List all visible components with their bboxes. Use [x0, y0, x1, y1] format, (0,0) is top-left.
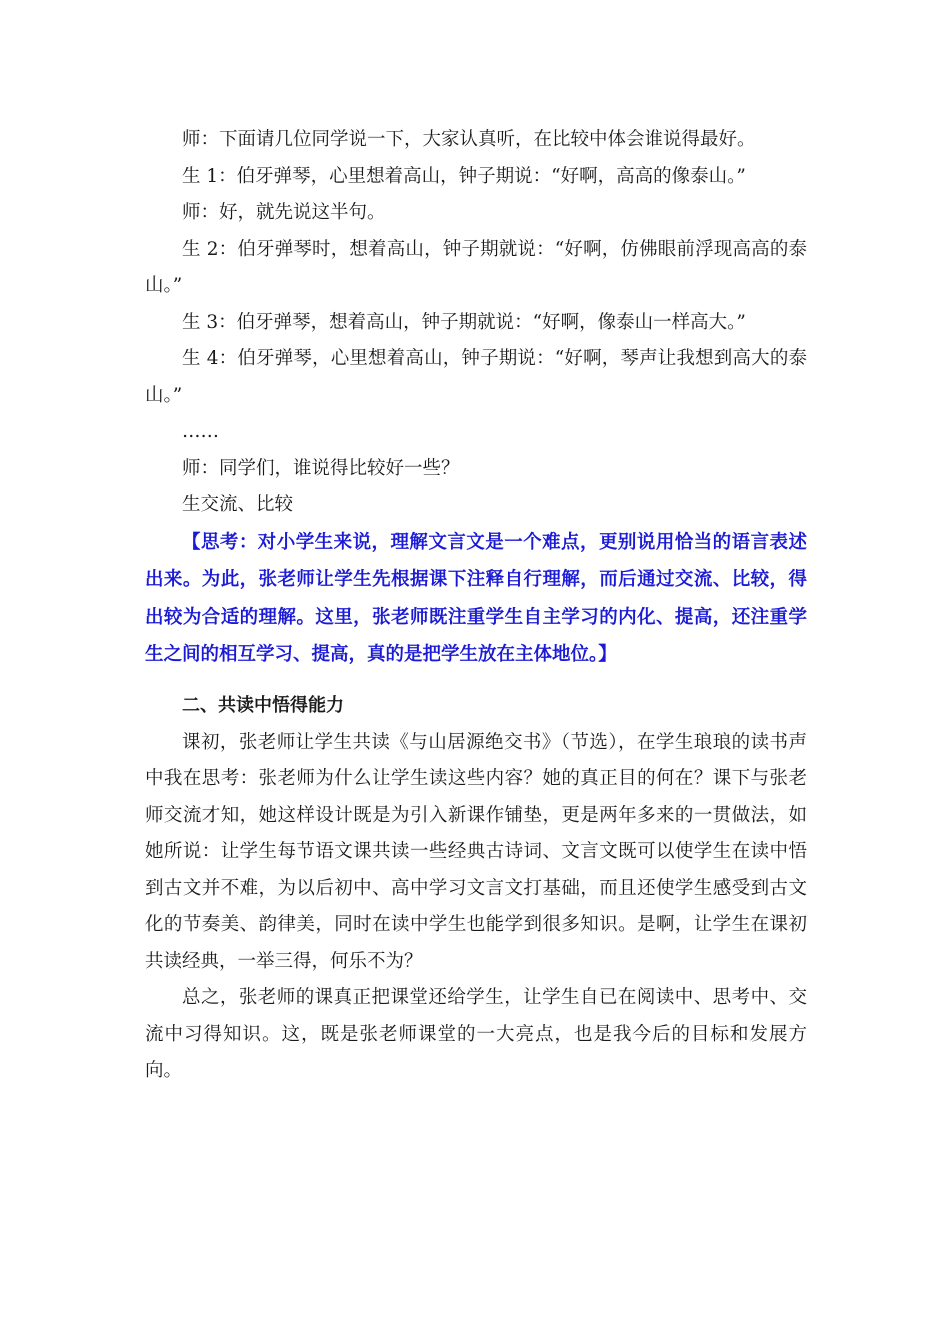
- dialogue-ellipsis: ……: [182, 421, 219, 442]
- dialogue-line: 生 1：伯牙弹琴，心里想着高山，钟子期说：“好啊，高高的像泰山。”: [182, 165, 746, 187]
- section-two: [145, 688, 807, 1090]
- dialogue-line: 生 2：伯牙弹琴时，想着高山，钟子期就说：“好啊，仿佛眼前浮现高高的泰山。”: [145, 238, 807, 296]
- section-heading: 二、共读中悟得能力: [182, 695, 344, 716]
- dialogue-line: 生 3：伯牙弹琴，想着高山，钟子期就说：“好啊，像泰山一样高大。”: [182, 311, 746, 333]
- dialogue-block: [145, 122, 807, 674]
- body-paragraph: 课初，张老师让学生共读《与山居源绝交书》（节选），在学生琅琅的读书声中我在思考：张老师为什么让学生读这些内容？她的真正目的何在？课下与张老师交流才知，她这样设计既是为引入新课作铺垫，更是两年多来的一贯做法，如她所说：让学生每节语文课共读一些经典古诗词、文言文既可以使学生在读中悟到古文并不难，为以后初中、高中学习文言文打基础，而且还使学生感受到古文化的节奏美、韵律美，同时在读中学生也能学到很多知识。是啊，让学生在课初共读经典，一举三得，何乐不为？: [145, 731, 807, 972]
- body-paragraph: 总之，张老师的课真正把课堂还给学生，让学生自已在阅读中、思考中、交流中习得知识。这，既是张老师课堂的一大亮点，也是我今后的目标和发展方向。: [145, 987, 807, 1081]
- reflection-note: 【思考：对小学生来说，理解文言文是一个难点，更别说用恰当的语言表述出来。为此，张老师让学生先根据课下注释自行理解，而后通过交流、比较，得出较为合适的理解。这里，张老师既注重学生自主学习的内化、提高，还注重学生之间的相互学习、提高，真的是把学生放在主体地位。】: [145, 531, 807, 665]
- dialogue-line: 师：好，就先说这半句。: [182, 202, 386, 223]
- dialogue-line: 生 4：伯牙弹琴，心里想着高山，钟子期说：“好啊，琴声让我想到高大的泰山。”: [145, 348, 807, 406]
- dialogue-line: 师：下面请几位同学说一下，大家认真听，在比较中体会谁说得最好。: [182, 129, 756, 150]
- dialogue-line: 师：同学们，谁说得比较好一些？: [182, 457, 460, 479]
- dialogue-line: 生交流、比较: [182, 494, 294, 515]
